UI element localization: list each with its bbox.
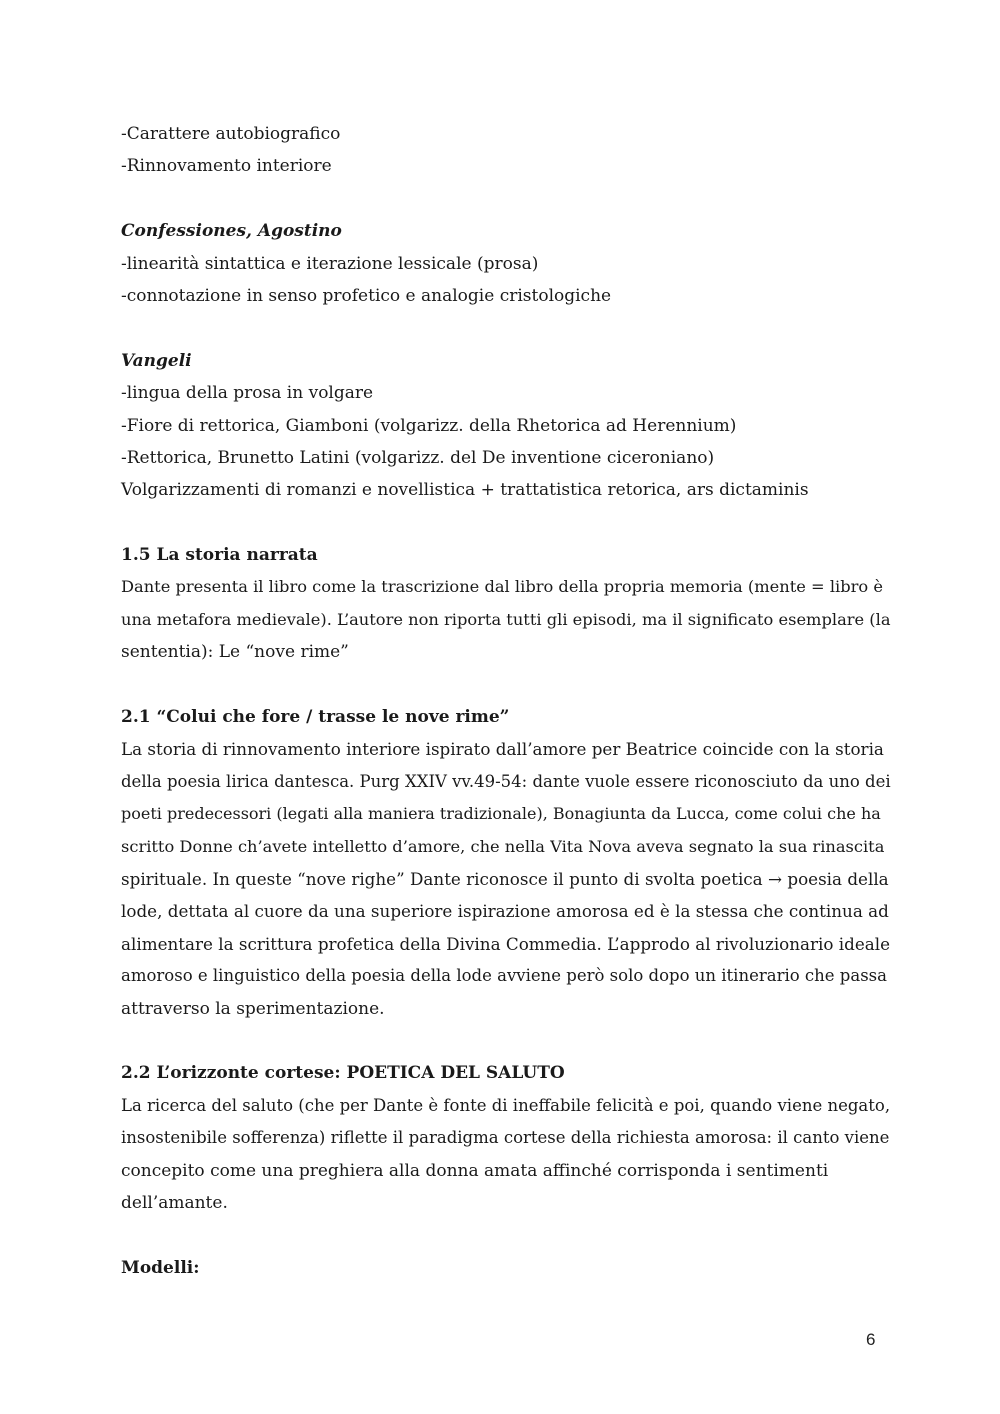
section-1-5-line: sententia): Le “nove rime” — [121, 642, 349, 663]
blank-line — [121, 183, 891, 215]
blank-line — [121, 1025, 891, 1057]
section-2-2-line: dell’amante. — [121, 1192, 228, 1213]
vangeli-item: -lingua della prosa in volgare — [121, 383, 374, 404]
section-2-1-line: amoroso e linguistico della poesia della lode avviene però solo dopo un itinerario che passa — [121, 966, 887, 986]
section-1-5-line: una metafora medievale). L’autore non riporta tutti gli episodi, ma il significato esemplare (la — [121, 609, 891, 629]
section-2-2-line: concepito come una preghiera alla donna amata affinché corrisponda i sentimenti — [121, 1160, 829, 1181]
modelli-heading: Modelli: — [121, 1257, 200, 1278]
section-2-1-line: La storia di rinnovamento interiore ispirato dall’amore per Beatrice coincide con la storia — [121, 739, 884, 760]
document-page — [121, 118, 891, 1284]
section-2-1-line: scritto Donne ch’avete intelletto d’amore, che nella Vita Nova aveva segnato la sua rinascita — [121, 836, 885, 856]
intro-item: -Rinnovamento interiore — [121, 156, 332, 177]
page-number: 6 — [866, 1330, 876, 1349]
confessiones-item: -linearità sintattica e iterazione lessicale (prosa) — [121, 253, 539, 274]
vangeli-item: -Rettorica, Brunetto Latini (volgarizz. del De inventione ciceroniano) — [121, 447, 715, 468]
section-2-1-line: della poesia lirica dantesca. Purg XXIV vv.49-54: dante vuole essere riconosciuto da uno dei — [121, 771, 891, 791]
section-2-1-line: spirituale. In queste “nove righe” Dante riconosce il punto di svolta poetica → poesia della — [121, 868, 889, 889]
confessiones-item: -connotazione in senso profetico e analogie cristologiche — [121, 285, 612, 306]
section-1-5-heading: 1.5 La storia narrata — [121, 545, 318, 566]
vangeli-heading: Vangeli — [121, 350, 192, 371]
blank-line — [121, 312, 891, 344]
vangeli-item: -Fiore di rettorica, Giamboni (volgarizz. della Rhetorica ad Herennium) — [121, 415, 737, 436]
section-2-2-heading: 2.2 L’orizzonte cortese: POETICA DEL SALUTO — [121, 1063, 565, 1084]
section-2-1-line: poeti predecessori (legati alla maniera tradizionale), Bonagiunta da Lucca, come colui che ha — [121, 804, 881, 824]
blank-line — [121, 669, 891, 701]
intro-item: -Carattere autobiografico — [121, 124, 341, 144]
blank-line — [121, 1219, 891, 1251]
section-2-2-line: La ricerca del saluto (che per Dante è fonte di ineffabile felicità e poi, quando viene negato, — [121, 1095, 891, 1115]
section-2-2-line: insostenibile sofferenza) riflette il paradigma cortese della richiesta amorosa: il canto viene — [121, 1128, 890, 1148]
blank-line — [121, 507, 891, 539]
section-1-5-line: Dante presenta il libro come la trascrizione dal libro della propria memoria (mente = libro è — [121, 577, 883, 597]
section-2-1-line: lode, dettata al cuore da una superiore ispirazione amorosa ed è la stessa che continua ad — [121, 901, 889, 922]
section-2-1-heading: 2.1 “Colui che fore / trasse le nove rime” — [121, 707, 510, 728]
section-2-1-line: alimentare la scrittura profetica della Divina Commedia. L’approdo al rivoluzionario ideale — [121, 933, 891, 954]
vangeli-item: Volgarizzamenti di romanzi e novellistica + trattatistica retorica, ars dictaminis — [121, 480, 809, 501]
confessiones-heading: Confessiones, Agostino — [121, 221, 342, 242]
section-2-1-line: attraverso la sperimentazione. — [121, 998, 385, 1019]
